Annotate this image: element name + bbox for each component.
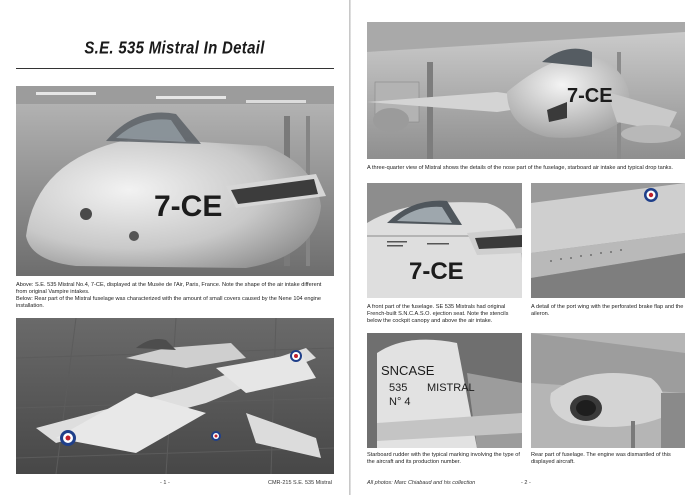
- photo-mistral-nose-museum: [16, 86, 334, 276]
- photo-three-quarter-view: [367, 22, 685, 159]
- page-number-1: - 1 -: [160, 480, 170, 486]
- photo-mistral-top-view: [16, 318, 334, 474]
- rudder-marking-sncase: SNCASE: [381, 363, 435, 378]
- caption-three-quarter: A three-quarter view of Mistral shows the details of the nose part of the fuselage, starboard air intake and typical drop tanks.: [367, 165, 673, 171]
- page-2: [351, 0, 700, 495]
- caption-rear-fuselage: Rear part of fuselage. The engine was dismantled of this displayed aircraft.: [531, 452, 671, 465]
- photo-rear-fuselage: [531, 333, 685, 448]
- page-title: S.E. 535 Mistral In Detail: [84, 38, 265, 59]
- title-rule: [16, 68, 334, 69]
- caption-port-wing: A detail of the port wing with the perforated brake flap and the aileron.: [531, 304, 684, 317]
- photo-starboard-rudder: [367, 333, 522, 448]
- caption-front-fuselage: A front part of the fuselage. SE 535 Mistrals had original French-built S.N.C.A.S.O. ejection seat. Note the stencils below the cockpit canopy and above the air intake.: [367, 304, 509, 324]
- photo-credit: All photos: Marc Chiabaud and his collection: [367, 480, 476, 486]
- photo-port-wing: [531, 183, 685, 298]
- rudder-marking-mistral: MISTRAL: [427, 382, 475, 394]
- photo-front-fuselage: [367, 183, 522, 298]
- running-head: CMR-215 S.E. 535 Mistral: [268, 480, 332, 486]
- page-1: [0, 0, 349, 495]
- fuselage-code-nose: 7-CE: [409, 258, 464, 285]
- caption-starboard-rudder: Starboard rudder with the typical marking involving the type of the aircraft and its production number.: [367, 452, 520, 465]
- caption-main: [16, 282, 334, 310]
- fuselage-code-top: 7-CE: [567, 85, 613, 107]
- fuselage-code-main: 7-CE: [154, 190, 223, 223]
- rudder-marking-number: N° 4: [389, 396, 411, 408]
- caption-main-above: Above: S.E. 535 Mistral No.4, 7-CE, displayed at the Musée de l'Air, Paris, France. Note the shape of the air intake different from original Vampire intakes.: [16, 282, 322, 295]
- caption-main-below: Below: Rear part of the Mistral fuselage was characterized with the amount of small covers caused by the Nene 104 engine installation.: [16, 296, 322, 309]
- page-number-2: - 2 -: [521, 480, 531, 486]
- rudder-marking-535: 535: [389, 382, 408, 394]
